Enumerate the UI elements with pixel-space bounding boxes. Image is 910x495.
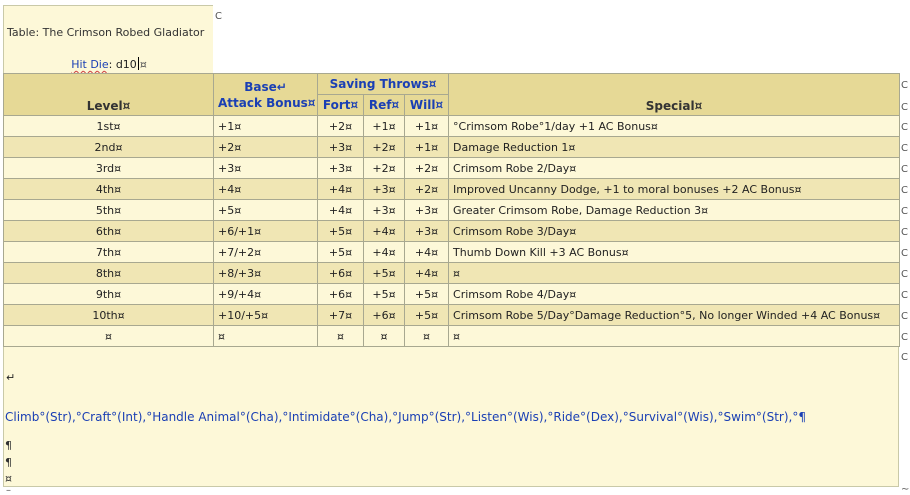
cell-will[interactable]: +3¤ [405, 200, 449, 221]
cell-fort[interactable]: +4¤ [318, 200, 364, 221]
text-cursor [138, 57, 139, 70]
cell-bab[interactable]: +10/+5¤ [214, 305, 318, 326]
cell-bab[interactable]: ¤ [214, 326, 318, 347]
cell-bab[interactable]: +1¤ [214, 116, 318, 137]
header-fort[interactable]: Fort¤ [318, 95, 364, 116]
cell-level[interactable]: 8th¤ [4, 263, 214, 284]
table-row [4, 137, 900, 158]
class-skills-cell[interactable] [3, 347, 899, 487]
cell-level[interactable]: 6th¤ [4, 221, 214, 242]
header-base-attack-line1: Base↵ [244, 79, 287, 94]
cell-special[interactable]: Crimsom Robe 3/Day¤ [449, 221, 900, 242]
table-row [4, 179, 900, 200]
cell-ref[interactable]: +3¤ [364, 200, 405, 221]
cell-will[interactable]: +3¤ [405, 221, 449, 242]
cell-end-marker: ¤ [139, 58, 147, 71]
cell-fort[interactable]: ¤ [318, 326, 364, 347]
table-title-label: Table: [7, 26, 40, 39]
table-title-cell[interactable] [3, 5, 213, 73]
row-end-marker: C [901, 102, 908, 113]
cell-fort[interactable]: +6¤ [318, 284, 364, 305]
cell-will[interactable]: +1¤ [405, 137, 449, 158]
row-end-marker: C [215, 11, 222, 22]
header-base-attack-line2: Attack Bonus¤ [218, 95, 316, 110]
hit-die-value: : d10 [108, 58, 137, 71]
cell-ref[interactable]: +5¤ [364, 263, 405, 284]
table-row [4, 326, 900, 347]
row-end-marker: C [901, 269, 908, 280]
header-base-attack[interactable] [214, 74, 318, 116]
cell-bab[interactable]: +4¤ [214, 179, 318, 200]
row-end-marker: C [901, 185, 908, 196]
row-end-marker: C [901, 164, 908, 175]
cell-ref[interactable]: ¤ [364, 326, 405, 347]
cell-ref[interactable]: +4¤ [364, 221, 405, 242]
cell-special[interactable]: ¤ [449, 263, 900, 284]
cell-fort[interactable]: +6¤ [318, 263, 364, 284]
cell-level[interactable]: 9th¤ [4, 284, 214, 305]
row-end-marker: C [901, 332, 908, 343]
cell-special[interactable]: Crimsom Robe 5/Day°Damage Reduction°5, No longer Winded +4 AC Bonus¤ [449, 305, 900, 326]
table-row [4, 221, 900, 242]
cell-special[interactable]: Greater Crimsom Robe, Damage Reduction 3¤ [449, 200, 900, 221]
cell-will[interactable]: +1¤ [405, 116, 449, 137]
table-row [4, 116, 900, 137]
hit-die-line [4, 57, 214, 71]
cell-special[interactable]: Crimsom Robe 2/Day¤ [449, 158, 900, 179]
paragraph-mark: ¶ [5, 439, 12, 452]
row-end-marker: C [901, 122, 908, 133]
cell-fort[interactable]: +5¤ [318, 221, 364, 242]
cell-fort[interactable]: +4¤ [318, 179, 364, 200]
cell-level[interactable]: ¤ [4, 326, 214, 347]
cell-ref[interactable]: +2¤ [364, 137, 405, 158]
cell-fort[interactable]: +5¤ [318, 242, 364, 263]
row-end-marker: C [901, 290, 908, 301]
cell-will[interactable]: +5¤ [405, 305, 449, 326]
cell-level[interactable]: 7th¤ [4, 242, 214, 263]
cell-special[interactable]: ¤ [449, 326, 900, 347]
cell-bab[interactable]: +6/+1¤ [214, 221, 318, 242]
cell-bab[interactable]: +9/+4¤ [214, 284, 318, 305]
header-saving-throws[interactable]: Saving Throws¤ [318, 74, 449, 95]
cell-will[interactable]: ¤ [405, 326, 449, 347]
cell-ref[interactable]: +1¤ [364, 116, 405, 137]
cell-ref[interactable]: +3¤ [364, 179, 405, 200]
cell-bab[interactable]: +8/+3¤ [214, 263, 318, 284]
bottom-marker: – [6, 485, 11, 495]
cell-level[interactable]: 5th¤ [4, 200, 214, 221]
cell-bab[interactable]: +3¤ [214, 158, 318, 179]
table-title-name: The Crimson Robed Gladiator [42, 26, 205, 39]
header-ref[interactable]: Ref¤ [364, 95, 405, 116]
cell-will[interactable]: +5¤ [405, 284, 449, 305]
table-row [4, 305, 900, 326]
cell-level[interactable]: 3rd¤ [4, 158, 214, 179]
table-row [4, 242, 900, 263]
paragraph-mark: ¶ [5, 456, 12, 469]
cell-fort[interactable]: +3¤ [318, 158, 364, 179]
gladiator-progression-table [3, 73, 900, 347]
table-row [4, 158, 900, 179]
bottom-marker: ∼ [901, 484, 910, 495]
cell-special[interactable]: Improved Uncanny Dodge, +1 to moral bonuses +2 AC Bonus¤ [449, 179, 900, 200]
cell-end-marker: ¤ [5, 472, 12, 485]
header-will[interactable]: Will¤ [405, 95, 449, 116]
cell-special[interactable]: Damage Reduction 1¤ [449, 137, 900, 158]
row-end-marker: C [901, 311, 908, 322]
table-title [7, 26, 204, 39]
cell-special[interactable]: Crimsom Robe 4/Day¤ [449, 284, 900, 305]
cell-ref[interactable]: +5¤ [364, 284, 405, 305]
cell-ref[interactable]: +6¤ [364, 305, 405, 326]
cell-level[interactable]: 1st¤ [4, 116, 214, 137]
cell-will[interactable]: +2¤ [405, 179, 449, 200]
hit-die-label: Hit Die [71, 58, 109, 71]
row-end-marker: C [901, 80, 908, 91]
cell-will[interactable]: +4¤ [405, 242, 449, 263]
row-end-marker: C [901, 227, 908, 238]
row-end-marker: C [901, 248, 908, 259]
cell-level[interactable]: 10th¤ [4, 305, 214, 326]
cell-bab[interactable]: +2¤ [214, 137, 318, 158]
cell-fort[interactable]: +3¤ [318, 137, 364, 158]
cell-ref[interactable]: +4¤ [364, 242, 405, 263]
header-special[interactable]: Special¤ [449, 74, 900, 116]
cell-bab[interactable]: +5¤ [214, 200, 318, 221]
header-level[interactable]: Level¤ [4, 74, 214, 116]
cell-fort[interactable]: +7¤ [318, 305, 364, 326]
table-row [4, 200, 900, 221]
line-break-marker: ↵ [6, 371, 16, 384]
cell-level[interactable]: 4th¤ [4, 179, 214, 200]
row-end-marker: C [901, 143, 908, 154]
cell-fort[interactable]: +2¤ [318, 116, 364, 137]
cell-will[interactable]: +4¤ [405, 263, 449, 284]
cell-bab[interactable]: +7/+2¤ [214, 242, 318, 263]
row-end-marker: C [901, 206, 908, 217]
table-row [4, 263, 900, 284]
cell-special[interactable]: Thumb Down Kill +3 AC Bonus¤ [449, 242, 900, 263]
cell-level[interactable]: 2nd¤ [4, 137, 214, 158]
table-row [4, 284, 900, 305]
class-skills-list[interactable]: Climb°(Str),°Craft°(Int),°Handle Animal°(Cha),°Intimidate°(Cha),°Jump°(Str),°Listen°(Wis),°Ride°(Dex),°Survival°(Wis),°Swim°(Str),°¶ [5, 410, 806, 424]
cell-special[interactable]: °Crimsom Robe°1/day +1 AC Bonus¤ [449, 116, 900, 137]
cell-will[interactable]: +2¤ [405, 158, 449, 179]
cell-ref[interactable]: +2¤ [364, 158, 405, 179]
row-end-marker: C [901, 352, 908, 363]
